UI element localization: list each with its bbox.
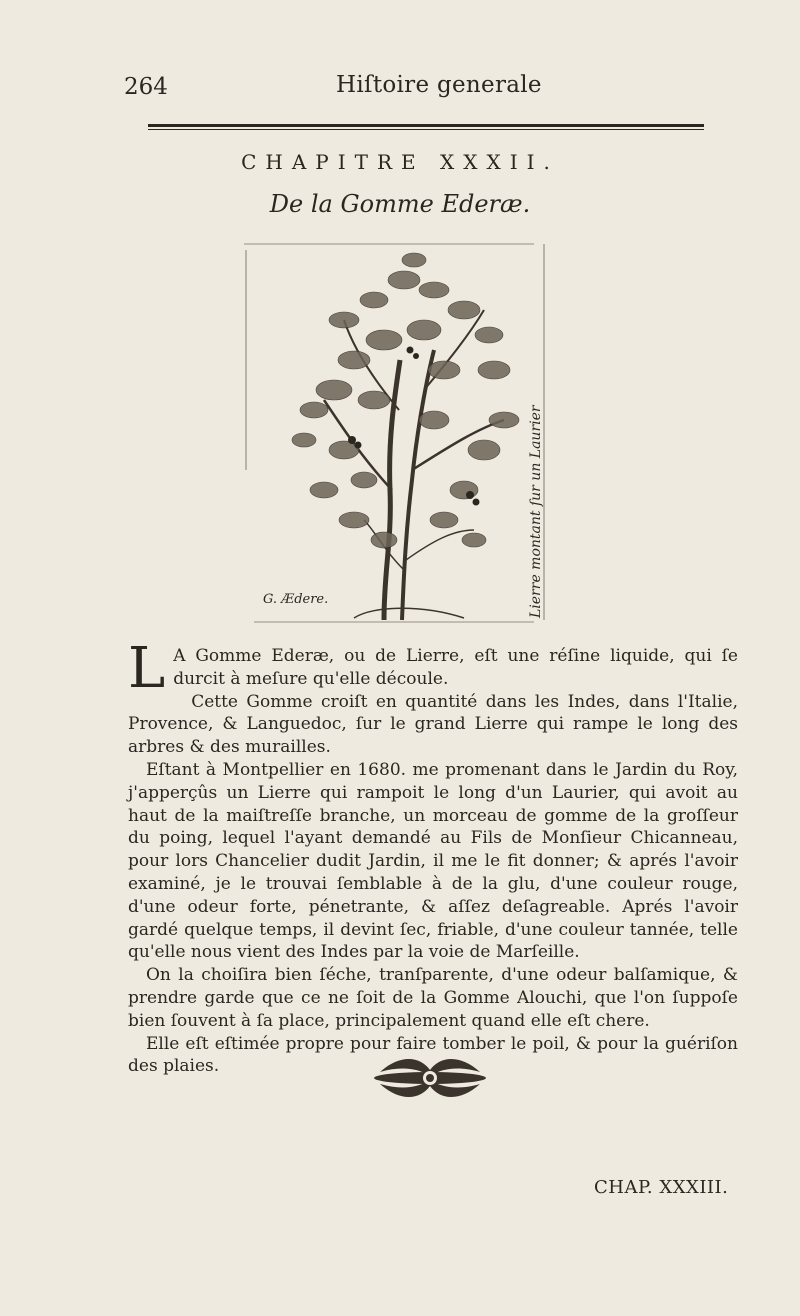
- catchword: CHAP. XXXIII.: [594, 1177, 729, 1198]
- figure-side-label: Lierre montant ſur un Laurier: [528, 405, 544, 618]
- header-rule: [148, 124, 704, 127]
- running-title: Hiſtoire generale: [336, 72, 542, 98]
- drop-cap: L: [128, 636, 166, 701]
- figure-caption: G. Ædere.: [263, 592, 329, 607]
- paragraph: L A Gomme Ederæ, ou de Lierre, eſt une réſine liquide, qui ſe durcit à meſure qu'elle découle.: [128, 636, 738, 701]
- header-rule-thin: [148, 129, 704, 130]
- floral-ornament: [370, 1050, 490, 1106]
- paragraph: Cette Gomme croiſt en quantité dans les Indes, dans l'Italie, Provence, & Languedoc, ſur le grand Lierre qui rampe le long des arbres & des murailles.: [128, 691, 738, 758]
- paragraph: Eſtant à Montpellier en 1680. me promenant dans le Jardin du Roy, j'apperçûs un Lierre qui rampoit le long d'un Laurier, qui avoit au haut de la maiſtreſſe branche, un morceau de gomme de la groſſeur du poing, lequel l'ayant demandé au Fils de Monſieur Chicanneau, pour lors Chancelier dudit Jardin, il me le fit donner; & aprés l'avoir examiné, je le trouvai ſemblable à de la glu, d'une couleur rouge, d'une odeur forte, pénetrante, & aſſez deſagreable. Aprés l'avoir gardé quelque temps, il devint ſec, friable, d'une couleur tannée, telle qu'elle nous vient des Indes par la voie de Marſeille.: [128, 759, 738, 963]
- ivy-tree-engraving: [234, 240, 554, 630]
- page-number: 264: [124, 74, 168, 100]
- paragraph: Elle eſt eſtimée propre pour faire tomber le poil, & pour la guériſon des plaies.: [128, 1033, 738, 1077]
- chapter-heading: CHAPITRE XXXII.: [241, 150, 559, 174]
- body-text: [128, 636, 738, 1078]
- chapter-title: De la Gomme Ederæ.: [269, 190, 531, 218]
- paragraph: On la choiſira bien ſéche, tranſparente, d'une odeur balſamique, & prendre garde que ce ne ſoit de la Gomme Alouchi, que l'on ſuppoſe bien ſouvent à ſa place, principalement quand elle eſt chere.: [128, 965, 738, 1031]
